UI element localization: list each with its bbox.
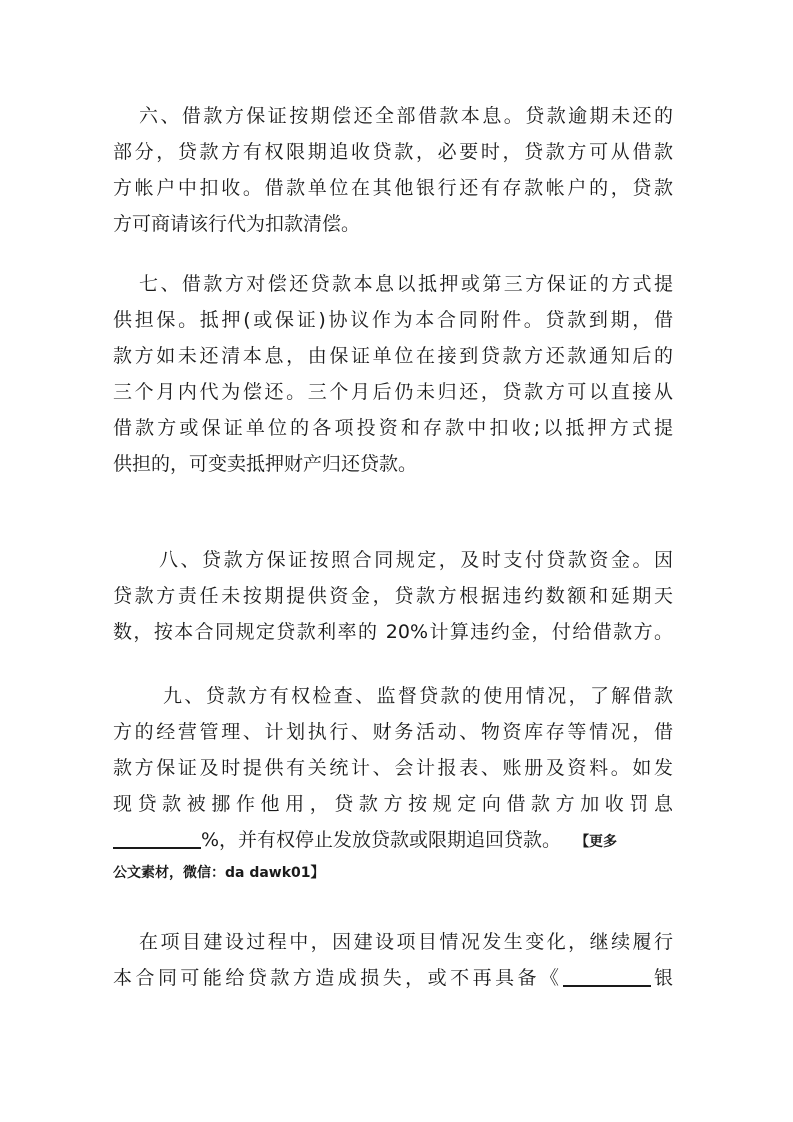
clause-10-paragraph <box>113 924 673 996</box>
clause-6-line-1: 六、借款方保证按期偿还全部借款本息。贷款逾期未还的 <box>139 105 673 127</box>
clause-7-paragraph <box>113 266 673 482</box>
clause-7-line-3: 款方如未还清本息，由保证单位在接到贷款方还款通知后的 <box>113 345 673 367</box>
clause-9-line-2: 方的经营管理、计划执行、财务活动、物资库存等情况，借 <box>113 721 673 743</box>
clause-8-line-3: 数，按本合同规定贷款利率的 20%计算违约金，付给借款方。 <box>113 621 673 643</box>
penalty-rate-blank[interactable] <box>113 827 201 849</box>
clause-10-line-2-suffix: 银 <box>650 967 673 989</box>
clause-6-line-4: 方可商请该行代为扣款清偿。 <box>113 213 361 235</box>
clause-10-line-2-prefix: 本合同可能给贷款方造成损失，或不再具备《 <box>113 967 563 989</box>
clause-6-line-3: 方帐户中扣收。借款单位在其他银行还有存款帐户的，贷款 <box>113 177 673 199</box>
clause-7-line-1: 七、借款方对偿还贷款本息以抵押或第三方保证的方式提 <box>139 273 673 295</box>
clause-9-line-3: 款方保证及时提供有关统计、会计报表、账册及资料。如发 <box>113 757 673 779</box>
clause-8-line-1: 八、贷款方保证按照合同规定，及时支付贷款资金。因 <box>159 549 673 571</box>
bank-name-blank[interactable] <box>563 965 651 987</box>
clause-7-line-4: 三个月内代为偿还。三个月后仍未归还，贷款方可以直接从 <box>113 381 673 403</box>
clause-9-paragraph <box>113 678 673 888</box>
clause-9-line-4: 现贷款被挪作他用，贷款方按规定向借款方加收罚息 <box>113 793 673 815</box>
clause-9-line-5-text: %，并有权停止发放贷款或限期追回贷款。 <box>201 829 562 851</box>
clause-6-paragraph <box>113 98 673 242</box>
promo-note-start: 【更多 <box>575 834 618 850</box>
clause-6-line-2: 部分，贷款方有权限期追收贷款，必要时，贷款方可从借款 <box>113 141 673 163</box>
clause-10-line-1: 在项目建设过程中，因建设项目情况发生变化，继续履行 <box>139 931 673 953</box>
clause-7-line-6: 供担的，可变卖抵押财产归还贷款。 <box>113 453 418 475</box>
clause-7-line-2: 供担保。抵押(或保证)协议作为本合同附件。贷款到期，借 <box>113 309 673 331</box>
clause-8-line-2: 贷款方责任未按期提供资金，贷款方根据违约数额和延期天 <box>113 585 673 607</box>
clause-9-line-5 <box>113 822 673 858</box>
clause-9-line-1: 九、贷款方有权检查、监督贷款的使用情况，了解借款 <box>163 685 673 707</box>
clause-8-paragraph <box>113 542 673 650</box>
promo-note-end: 公文素材，微信：da dawk01】 <box>113 865 325 881</box>
clause-10-line-2 <box>113 960 673 996</box>
clause-7-line-5: 借款方或保证单位的各项投资和存款中扣收;以抵押方式提 <box>113 417 673 439</box>
